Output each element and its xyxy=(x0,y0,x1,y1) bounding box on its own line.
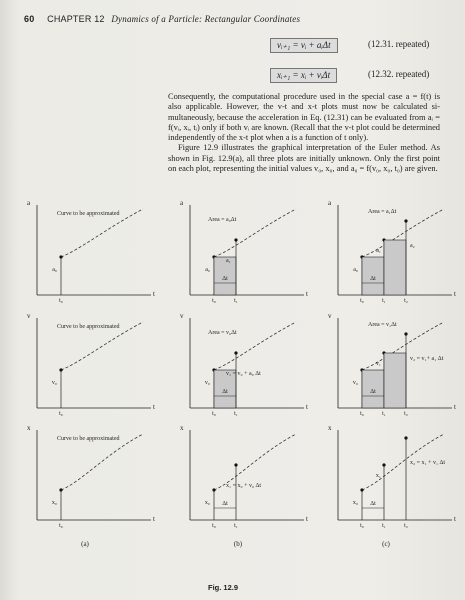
tick-label: t₂ xyxy=(404,298,408,304)
inner-value-label: x₁ xyxy=(375,473,381,479)
tick-label: t₀ xyxy=(59,298,63,304)
tick-label: t₀ xyxy=(360,523,364,529)
data-point xyxy=(234,238,237,241)
axis-label: t xyxy=(306,515,308,523)
axis-label: t xyxy=(153,290,155,298)
step-value-label: x₂ = x₁ + v₁ Δt xyxy=(410,460,446,466)
axis-label: v xyxy=(328,312,332,320)
delta-t-label: Δt xyxy=(370,389,376,395)
initial-value-label: v₀ xyxy=(352,380,358,386)
panel-label: (c) xyxy=(382,540,390,548)
curve-label: Curve to be approximated xyxy=(57,436,120,442)
axis-label: a xyxy=(27,199,31,207)
curve-label: Curve to be approximated xyxy=(57,211,120,217)
area-rectangle xyxy=(384,240,406,295)
axis-label: a xyxy=(180,199,184,207)
delta-t-label: Δt xyxy=(222,276,228,282)
chapter-number: CHAPTER 12 xyxy=(47,14,105,24)
tick-label: t₂ xyxy=(404,523,408,529)
tick-label: t₁ xyxy=(382,523,386,529)
delta-t-label: Δt xyxy=(222,389,228,395)
delta-t-label: Δt xyxy=(370,276,376,282)
panel-label: (b) xyxy=(233,540,243,548)
axis-label: x xyxy=(27,424,31,432)
equation-number: (12.31. repeated) xyxy=(368,39,430,49)
area-label: Area = a₀Δt xyxy=(208,217,237,223)
delta-t-label: Δt xyxy=(222,501,228,507)
initial-value-label: a₀ xyxy=(205,267,210,273)
data-point xyxy=(382,463,385,466)
data-point xyxy=(404,332,407,335)
tick-label: t₀ xyxy=(212,411,216,417)
area-label: Area = v₁Δt xyxy=(368,322,397,328)
step-value-label: v₁ = v₀ + a₀ Δt xyxy=(226,371,261,377)
step-value-label: a₁ xyxy=(226,258,231,264)
figure-caption: Fig. 12.9 xyxy=(208,583,239,592)
tick-label: t₀ xyxy=(59,523,63,529)
axis-label: t xyxy=(153,515,155,523)
initial-value-label: x₀ xyxy=(352,500,358,506)
paragraph: Consequently, the computational procedure used in the special case a = f(t) is also applicable. However, the v-t and x-t plots must now be calculated si-multaneously, because the acceleration in Eq. (12.31) can be evaluated from aᵢ = f(vᵢ, xᵢ, tᵢ) only if both vᵢ are known. (Recall that the v-t plot could be determined independently of the x-t plot when a is a function of t only). xyxy=(168,92,440,143)
tick-label: t₁ xyxy=(234,523,238,529)
axis-label: a xyxy=(328,199,332,207)
approximated-curve xyxy=(61,434,143,490)
equation-number: (12.32. repeated) xyxy=(368,69,430,79)
initial-value-label: a₀ xyxy=(353,267,358,273)
page-number: 60 xyxy=(24,14,35,24)
axis-label: t xyxy=(306,403,308,411)
tick-label: t₁ xyxy=(234,411,238,417)
approximated-curve xyxy=(214,434,296,490)
axis-label: t xyxy=(306,290,308,298)
data-point xyxy=(404,219,407,222)
axis-label: t xyxy=(454,403,456,411)
initial-value-label: x₀ xyxy=(51,500,57,506)
initial-value-label: a₀ xyxy=(52,267,57,273)
initial-value-label: v₀ xyxy=(51,380,57,386)
inner-value-label: a₁ xyxy=(376,248,381,254)
curve-label: Curve to be approximated xyxy=(57,324,120,330)
axis-label: t xyxy=(454,515,456,523)
step-value-label: v₂ = v₁+ a₁ Δt xyxy=(410,356,444,362)
axis-label: x xyxy=(180,424,184,432)
initial-value-label: v₀ xyxy=(204,380,210,386)
data-point xyxy=(404,436,407,439)
area-label: Area = a₁Δt xyxy=(368,209,397,215)
axis-label: t xyxy=(153,403,155,411)
tick-label: t₀ xyxy=(59,411,63,417)
delta-t-label: Δt xyxy=(370,501,376,507)
initial-value-label: x₀ xyxy=(204,500,210,506)
axis-label: t xyxy=(454,290,456,298)
tick-label: t₁ xyxy=(382,298,386,304)
tick-label: t₀ xyxy=(212,298,216,304)
tick-label: t₁ xyxy=(382,411,386,417)
tick-label: t₀ xyxy=(212,523,216,529)
chapter-title: Dynamics of a Particle: Rectangular Coordinates xyxy=(111,14,301,24)
tick-label: t₂ xyxy=(404,411,408,417)
step-value-label: a₂ xyxy=(410,243,415,249)
axis-label: x xyxy=(328,424,332,432)
area-rectangle xyxy=(384,353,406,408)
panel-label: (a) xyxy=(81,540,89,548)
area-label: Area = v₀Δt xyxy=(208,330,237,336)
axis-label: v xyxy=(27,312,31,320)
equation-box: vᵢ₊₁ = vᵢ + aᵢΔt xyxy=(270,38,338,53)
data-point xyxy=(234,351,237,354)
equation-box: xᵢ₊₁ = xᵢ + vᵢΔt xyxy=(270,68,337,83)
axis-label: v xyxy=(180,312,184,320)
step-value-label: x₁ = x₀ + v₀ Δt xyxy=(226,483,262,489)
tick-label: t₀ xyxy=(360,411,364,417)
tick-label: t₀ xyxy=(360,298,364,304)
paragraph: Figure 12.9 illustrates the graphical interpretation of the Euler method. As shown in Fig. 12.9(a), all three plots are initially unknown. Only the first point on each plot, representing the initial values v₀, x₀, and a₀ = f(v₀, x₀, t₀) are given. xyxy=(168,143,440,174)
inner-value-label: v₁ xyxy=(375,361,381,367)
data-point xyxy=(234,463,237,466)
tick-label: t₁ xyxy=(234,298,238,304)
